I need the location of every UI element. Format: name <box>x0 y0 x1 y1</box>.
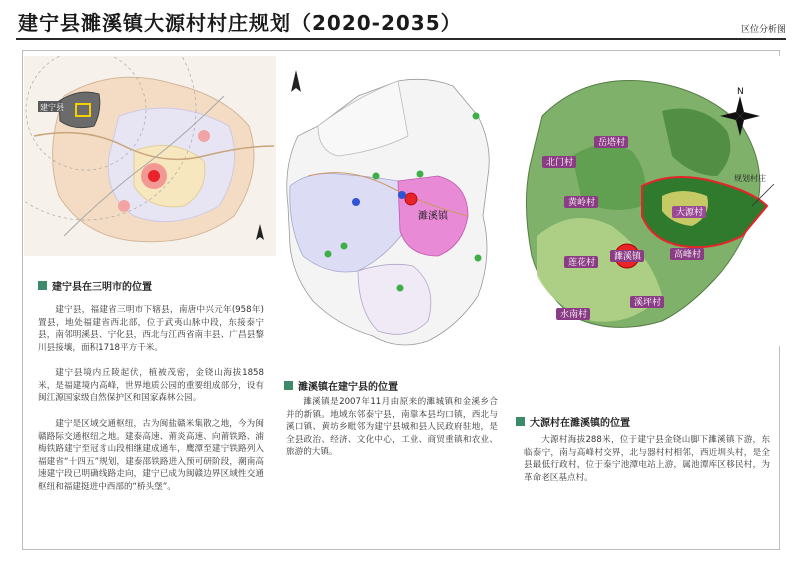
village-badge-beimen <box>542 156 576 168</box>
map-label-jianning: 建宁县 <box>40 103 64 112</box>
village-badge-gaofeng <box>670 248 704 260</box>
svg-text:N: N <box>737 87 744 97</box>
map-label-suixi-town: 濉溪镇 <box>418 211 448 222</box>
label-xiping: 溪坪村 <box>634 298 662 308</box>
map-suixi-town <box>512 56 780 346</box>
label-huangling: 黄岭村 <box>568 198 596 208</box>
heading-square-icon <box>516 417 525 426</box>
map-jianning-county <box>278 56 508 361</box>
label-suixi-town: 濉溪镇 <box>614 252 642 262</box>
heading-jianning <box>38 278 152 293</box>
paragraph-suixi-1: 濉溪镇是2007年11月由原来的濉城镇和金溪乡合并的新镇。地域东邻泰宁县，南靠本县均口镇，西北与溪口镇、黄坊乡毗邻为建宁县城和县人民政府驻地，是全县政治、经济、文化中心，工业、商贸重镇和农业、旅游的大镇。 <box>286 397 498 458</box>
village-badge-shuinan <box>556 308 590 320</box>
label-gaofeng: 高峰村 <box>674 250 702 260</box>
heading-square-icon <box>284 381 293 390</box>
paragraph-jianning-1: 建宁县，福建省三明市下辖县，南唐中兴元年(958年)置县，地处福建省西北部，位于武夷山脉中段，东接泰宁县，南邻明溪县、宁化县，西北与江西省南丰县、广昌县黎川县接壤，面积1718平方千米。 <box>38 305 264 353</box>
town-badge-suixi <box>610 250 644 262</box>
page-title: 建宁县濉溪镇大源村村庄规划（2020-2035） <box>18 11 462 35</box>
village-badge-huangling <box>564 196 598 208</box>
heading-square-icon <box>38 281 47 290</box>
label-beimen: 北门村 <box>546 158 574 168</box>
panel-jianning-county <box>24 56 276 546</box>
village-badge-yueta <box>594 136 628 148</box>
label-shuinan: 水南村 <box>560 310 588 320</box>
title-divider <box>16 38 786 40</box>
village-badge-lianhua <box>564 256 598 268</box>
label-planning-village: 规划村庄 <box>734 174 766 183</box>
panel-suixi-town <box>278 56 508 546</box>
paragraph-jianning-2: 建宁县境内丘陵起伏，植被茂密，金铙山海拔1858米，是福建境内高峰，世界地质公园的重要组成部分，设有闽江源国家级自然保护区和国家森林公园。 <box>38 368 264 404</box>
label-lianhua: 莲花村 <box>568 258 596 268</box>
map-sanming-region <box>24 56 276 256</box>
village-badge-dayuan <box>672 206 706 218</box>
heading-jianning-text: 建宁县在三明市的位置 <box>52 282 152 293</box>
label-dayuan: 大源村 <box>676 208 704 218</box>
heading-suixi-text: 濉溪镇在建宁县的位置 <box>298 382 398 393</box>
heading-dayuan-text: 大源村在濉溪镇的位置 <box>530 418 630 429</box>
heading-dayuan-village <box>516 414 630 429</box>
heading-suixi-town <box>284 378 398 393</box>
paragraph-jianning-3: 建宁是区域交通枢纽，古为闽盐赣米集散之地，今为闽赣路际交通枢纽之地。建泰高速、莆炎高速、向莆铁路、浦梅铁路建宁至冠豸山段相继建成通车，鹰潭至建宁铁路列入福建省“十四五”规划，建泰邵铁路进入预可研阶段，潮南高速建宁段已明确线路走向，建宁已成为闽赣边界区域性交通枢纽和福建挺进中西部的“桥头堡”。 <box>38 419 264 492</box>
panel-dayuan-village <box>512 56 780 546</box>
paragraph-dayuan-1: 大源村海拔288米，位于建宁县金铙山脚下濉溪镇下游，东临泰宁，南与高峰村交界，北与器村村相邻，西近圳头村，是全县最低行政村，位于泰宁池潭电站上游，属池潭库区移民村，为革命老区基点村。 <box>524 435 770 483</box>
village-badge-xiping <box>630 296 664 308</box>
label-yueta: 岳塔村 <box>598 138 626 148</box>
section-label: 区位分析图 <box>740 25 786 35</box>
